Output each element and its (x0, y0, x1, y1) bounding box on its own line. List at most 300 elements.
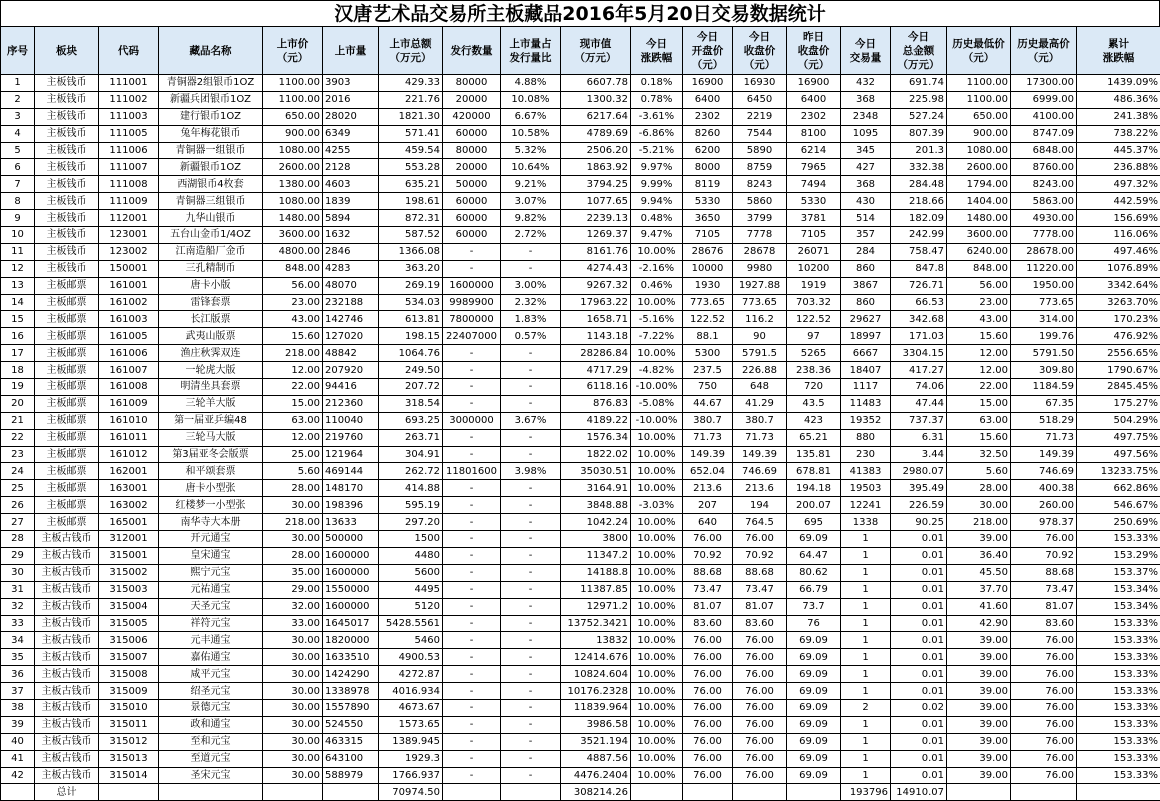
cell-prev-close: 97 (787, 328, 841, 345)
cell-today-change: 10.00% (631, 699, 683, 716)
cell-market-value: 1269.37 (561, 227, 631, 244)
cell-today-change: -5.21% (631, 142, 683, 159)
cell-listing-total: 635.21 (379, 176, 443, 193)
table-row (1, 581, 1160, 598)
total-empty-cell (683, 784, 733, 801)
cell-amount: 225.98 (891, 91, 947, 108)
cell-board: 主板钱币 (35, 108, 99, 125)
cell-code: 315008 (99, 666, 159, 683)
cell-close-price: 648 (733, 379, 787, 396)
cell-today-change: 10.00% (631, 345, 683, 362)
cell-listing-total: 693.25 (379, 412, 443, 429)
cell-amount: 0.01 (891, 750, 947, 767)
cell-code: 163001 (99, 480, 159, 497)
cell-hist-high: 6999.00 (1011, 91, 1077, 108)
cell-open-price: 88.1 (683, 328, 733, 345)
table-row (1, 412, 1160, 429)
header-cumulative-change: 累计 涨跌幅 (1077, 27, 1160, 75)
cell-cumulative-change: 116.06% (1077, 227, 1160, 244)
cell-hist-low: 32.50 (947, 446, 1011, 463)
cell-listing-qty: 121964 (323, 446, 379, 463)
cell-cumulative-change: 153.33% (1077, 750, 1160, 767)
cell-listing-price: 900.00 (263, 125, 323, 142)
cell-board: 主板钱币 (35, 159, 99, 176)
cell-cumulative-change: 153.33% (1077, 649, 1160, 666)
cell-hist-high: 8747.09 (1011, 125, 1077, 142)
header-prev-close: 昨日 收盘价 （元） (787, 27, 841, 75)
cell-listing-total: 221.76 (379, 91, 443, 108)
cell-index: 22 (1, 429, 35, 446)
cell-today-change: 10.00% (631, 581, 683, 598)
sheet-title: 汉唐艺术品交易所主板藏品2016年5月20日交易数据统计 (0, 0, 1160, 26)
cell-listing-qty: 643100 (323, 750, 379, 767)
cell-volume: 1 (841, 598, 891, 615)
cell-today-change: -5.16% (631, 311, 683, 328)
cell-market-value: 13752.3421 (561, 615, 631, 632)
cell-close-price: 116.2 (733, 311, 787, 328)
cell-cumulative-change: 1076.89% (1077, 260, 1160, 277)
cell-listing-ratio: - (501, 581, 561, 598)
cell-open-price: 76.00 (683, 750, 733, 767)
cell-today-change: -3.03% (631, 497, 683, 514)
cell-amount: 0.01 (891, 716, 947, 733)
header-hist-high: 历史最高价 （元） (1011, 27, 1077, 75)
cell-item-name: 唐卡小版 (159, 277, 263, 294)
cell-cumulative-change: 1790.67% (1077, 362, 1160, 379)
cell-cumulative-change: 153.33% (1077, 666, 1160, 683)
table-row (1, 649, 1160, 666)
cell-board: 主板钱币 (35, 243, 99, 260)
cell-board: 主板邮票 (35, 463, 99, 480)
cell-code: 315004 (99, 598, 159, 615)
cell-today-change: 9.97% (631, 159, 683, 176)
cell-cumulative-change: 153.33% (1077, 733, 1160, 750)
cell-listing-price: 2600.00 (263, 159, 323, 176)
cell-index: 7 (1, 176, 35, 193)
cell-code: 315005 (99, 615, 159, 632)
cell-listing-ratio: 3.07% (501, 193, 561, 210)
cell-close-price: 7778 (733, 227, 787, 244)
cell-amount: 417.27 (891, 362, 947, 379)
cell-listing-total: 5120 (379, 598, 443, 615)
cell-listing-total: 595.19 (379, 497, 443, 514)
table-row (1, 210, 1160, 227)
cell-index: 39 (1, 716, 35, 733)
cell-volume: 860 (841, 260, 891, 277)
cell-item-name: 景德元宝 (159, 699, 263, 716)
cell-close-price: 773.65 (733, 294, 787, 311)
cell-cumulative-change: 476.92% (1077, 328, 1160, 345)
cell-board: 主板邮票 (35, 412, 99, 429)
cell-market-value: 14188.8 (561, 564, 631, 581)
cell-code: 111001 (99, 75, 159, 92)
cell-open-price: 83.60 (683, 615, 733, 632)
cell-item-name: 嘉佑通宝 (159, 649, 263, 666)
cell-market-value: 4789.69 (561, 125, 631, 142)
cell-hist-high: 17300.00 (1011, 75, 1077, 92)
table-row (1, 277, 1160, 294)
cell-listing-qty: 3903 (323, 75, 379, 92)
cell-prev-close: 69.09 (787, 649, 841, 666)
cell-amount: 395.49 (891, 480, 947, 497)
cell-listing-price: 35.00 (263, 564, 323, 581)
cell-code: 161002 (99, 294, 159, 311)
cell-prev-close: 16900 (787, 75, 841, 92)
cell-listing-qty: 1820000 (323, 632, 379, 649)
header-today-change: 今日 涨跌幅 (631, 27, 683, 75)
table-row (1, 480, 1160, 497)
cell-hist-low: 39.00 (947, 733, 1011, 750)
cell-cumulative-change: 497.75% (1077, 429, 1160, 446)
cell-code: 150001 (99, 260, 159, 277)
cell-market-value: 6217.64 (561, 108, 631, 125)
total-empty-cell (787, 784, 841, 801)
cell-listing-ratio: 1.83% (501, 311, 561, 328)
header-listing-ratio: 上市量占 发行量比 (501, 27, 561, 75)
total-empty-cell (263, 784, 323, 801)
cell-code: 315013 (99, 750, 159, 767)
cell-cumulative-change: 250.69% (1077, 514, 1160, 531)
cell-item-name: 江南造船厂金币 (159, 243, 263, 260)
cell-board: 主板古钱币 (35, 531, 99, 548)
cell-code: 315003 (99, 581, 159, 598)
table-row (1, 227, 1160, 244)
cell-amount: 0.01 (891, 531, 947, 548)
cell-listing-price: 848.00 (263, 260, 323, 277)
cell-cumulative-change: 153.29% (1077, 547, 1160, 564)
cell-open-price: 88.68 (683, 564, 733, 581)
cell-market-value: 1077.65 (561, 193, 631, 210)
cell-today-change: 9.47% (631, 227, 683, 244)
cell-open-price: 149.39 (683, 446, 733, 463)
table-row (1, 294, 1160, 311)
cell-open-price: 213.6 (683, 480, 733, 497)
cell-board: 主板古钱币 (35, 767, 99, 784)
cell-hist-low: 15.60 (947, 328, 1011, 345)
cell-listing-qty: 2016 (323, 91, 379, 108)
cell-listing-qty: 142746 (323, 311, 379, 328)
cell-close-price: 2219 (733, 108, 787, 125)
cell-close-price: 76.00 (733, 683, 787, 700)
cell-code: 165001 (99, 514, 159, 531)
cell-hist-low: 6240.00 (947, 243, 1011, 260)
cell-cumulative-change: 497.56% (1077, 446, 1160, 463)
cell-index: 17 (1, 345, 35, 362)
cell-amount: 737.37 (891, 412, 947, 429)
cell-prev-close: 695 (787, 514, 841, 531)
cell-volume: 1 (841, 716, 891, 733)
cell-cumulative-change: 153.33% (1077, 683, 1160, 700)
cell-hist-low: 22.00 (947, 379, 1011, 396)
cell-open-price: 10000 (683, 260, 733, 277)
cell-issue-qty: 420000 (443, 108, 501, 125)
cell-listing-qty: 1839 (323, 193, 379, 210)
cell-listing-price: 3600.00 (263, 227, 323, 244)
cell-open-price: 5300 (683, 345, 733, 362)
cell-today-change: -10.00% (631, 379, 683, 396)
cell-board: 主板邮票 (35, 395, 99, 412)
cell-listing-ratio: 2.32% (501, 294, 561, 311)
cell-hist-low: 45.50 (947, 564, 1011, 581)
cell-open-price: 380.7 (683, 412, 733, 429)
cell-cumulative-change: 497.46% (1077, 243, 1160, 260)
cell-cumulative-change: 662.86% (1077, 480, 1160, 497)
cell-listing-qty: 13633 (323, 514, 379, 531)
cell-market-value: 2239.13 (561, 210, 631, 227)
table-row (1, 531, 1160, 548)
cell-listing-price: 56.00 (263, 277, 323, 294)
cell-cumulative-change: 3263.70% (1077, 294, 1160, 311)
cell-code: 111006 (99, 142, 159, 159)
cell-close-price: 73.47 (733, 581, 787, 598)
cell-market-value: 1576.34 (561, 429, 631, 446)
cell-issue-qty: - (443, 531, 501, 548)
table-row (1, 463, 1160, 480)
total-empty-cell (947, 784, 1011, 801)
cell-listing-ratio: - (501, 767, 561, 784)
cell-today-change: 10.00% (631, 733, 683, 750)
cell-market-value: 3794.25 (561, 176, 631, 193)
cell-hist-high: 4930.00 (1011, 210, 1077, 227)
header-volume: 今日 交易量 (841, 27, 891, 75)
cell-market-value: 4189.22 (561, 412, 631, 429)
header-code: 代码 (99, 27, 159, 75)
table-row (1, 379, 1160, 396)
cell-hist-low: 42.90 (947, 615, 1011, 632)
cell-close-price: 149.39 (733, 446, 787, 463)
cell-listing-total: 1929.3 (379, 750, 443, 767)
cell-issue-qty: - (443, 632, 501, 649)
cell-issue-qty: - (443, 362, 501, 379)
total-empty-cell (159, 784, 263, 801)
cell-issue-qty: - (443, 480, 501, 497)
cell-listing-ratio: 0.57% (501, 328, 561, 345)
cell-volume: 1 (841, 547, 891, 564)
cell-volume: 19352 (841, 412, 891, 429)
header-hist-low: 历史最低价 （元） (947, 27, 1011, 75)
cell-volume: 41383 (841, 463, 891, 480)
cell-hist-high: 67.35 (1011, 395, 1077, 412)
cell-code: 111008 (99, 176, 159, 193)
cell-open-price: 8260 (683, 125, 733, 142)
cell-hist-low: 39.00 (947, 699, 1011, 716)
cell-prev-close: 69.09 (787, 683, 841, 700)
cell-hist-high: 746.69 (1011, 463, 1077, 480)
cell-listing-qty: 1632 (323, 227, 379, 244)
cell-volume: 1 (841, 750, 891, 767)
cell-today-change: 10.00% (631, 531, 683, 548)
cell-code: 161007 (99, 362, 159, 379)
cell-open-price: 8119 (683, 176, 733, 193)
cell-cumulative-change: 156.69% (1077, 210, 1160, 227)
cell-listing-qty: 500000 (323, 531, 379, 548)
cell-code: 161001 (99, 277, 159, 294)
cell-board: 主板钱币 (35, 227, 99, 244)
cell-board: 主板古钱币 (35, 598, 99, 615)
cell-amount: 218.66 (891, 193, 947, 210)
cell-volume: 860 (841, 294, 891, 311)
cell-close-price: 16930 (733, 75, 787, 92)
table-row (1, 260, 1160, 277)
cell-close-price: 764.5 (733, 514, 787, 531)
cell-index: 18 (1, 362, 35, 379)
cell-listing-total: 1821.30 (379, 108, 443, 125)
cell-volume: 3867 (841, 277, 891, 294)
cell-amount: 758.47 (891, 243, 947, 260)
cell-listing-ratio: - (501, 750, 561, 767)
cell-hist-high: 76.00 (1011, 733, 1077, 750)
cell-hist-high: 76.00 (1011, 666, 1077, 683)
cell-today-change: 10.00% (631, 632, 683, 649)
cell-code: 312001 (99, 531, 159, 548)
cell-listing-ratio: 2.72% (501, 227, 561, 244)
cell-hist-high: 6848.00 (1011, 142, 1077, 159)
cell-open-price: 76.00 (683, 649, 733, 666)
cell-issue-qty: - (443, 750, 501, 767)
cell-item-name: 政和通宝 (159, 716, 263, 733)
cell-cumulative-change: 236.88% (1077, 159, 1160, 176)
cell-market-value: 3800 (561, 531, 631, 548)
cell-index: 21 (1, 412, 35, 429)
cell-issue-qty: 1600000 (443, 277, 501, 294)
cell-cumulative-change: 2556.65% (1077, 345, 1160, 362)
cell-market-value: 4717.29 (561, 362, 631, 379)
table-row (1, 666, 1160, 683)
cell-hist-low: 39.00 (947, 632, 1011, 649)
cell-board: 主板古钱币 (35, 649, 99, 666)
cell-hist-low: 15.60 (947, 429, 1011, 446)
cell-issue-qty: 20000 (443, 159, 501, 176)
cell-today-change: 10.00% (631, 429, 683, 446)
cell-hist-low: 39.00 (947, 649, 1011, 666)
cell-listing-qty: 2846 (323, 243, 379, 260)
cell-listing-total: 249.50 (379, 362, 443, 379)
cell-issue-qty: - (443, 767, 501, 784)
cell-today-change: -6.86% (631, 125, 683, 142)
cell-listing-ratio: - (501, 480, 561, 497)
cell-board: 主板邮票 (35, 328, 99, 345)
cell-volume: 432 (841, 75, 891, 92)
cell-code: 111005 (99, 125, 159, 142)
total-empty-cell (1, 784, 35, 801)
cell-code: 123001 (99, 227, 159, 244)
header-close-price: 今日 收盘价 （元） (733, 27, 787, 75)
cell-open-price: 750 (683, 379, 733, 396)
header-index: 序号 (1, 27, 35, 75)
cell-listing-ratio: - (501, 531, 561, 548)
cell-item-name: 九华山银币 (159, 210, 263, 227)
cell-index: 31 (1, 581, 35, 598)
cell-item-name: 唐卡小型张 (159, 480, 263, 497)
cell-listing-ratio: 4.88% (501, 75, 561, 92)
cell-volume: 1 (841, 564, 891, 581)
cell-index: 23 (1, 446, 35, 463)
cell-hist-high: 71.73 (1011, 429, 1077, 446)
cell-code: 163002 (99, 497, 159, 514)
cell-close-price: 76.00 (733, 699, 787, 716)
cell-index: 29 (1, 547, 35, 564)
cell-hist-high: 5863.00 (1011, 193, 1077, 210)
cell-index: 4 (1, 125, 35, 142)
cell-listing-qty: 212360 (323, 395, 379, 412)
cell-close-price: 226.88 (733, 362, 787, 379)
cell-listing-ratio: - (501, 598, 561, 615)
cell-index: 42 (1, 767, 35, 784)
cell-board: 主板邮票 (35, 311, 99, 328)
cell-close-price: 1927.88 (733, 277, 787, 294)
cell-listing-price: 22.00 (263, 379, 323, 396)
cell-listing-ratio: - (501, 615, 561, 632)
cell-listing-total: 5428.5561 (379, 615, 443, 632)
cell-code: 315006 (99, 632, 159, 649)
cell-listing-total: 263.71 (379, 429, 443, 446)
cell-amount: 66.53 (891, 294, 947, 311)
cell-listing-price: 12.00 (263, 429, 323, 446)
cell-volume: 1095 (841, 125, 891, 142)
cell-listing-qty: 110040 (323, 412, 379, 429)
cell-index: 28 (1, 531, 35, 548)
cell-listing-qty: 524550 (323, 716, 379, 733)
cell-volume: 6667 (841, 345, 891, 362)
cell-market-value: 1300.32 (561, 91, 631, 108)
cell-index: 3 (1, 108, 35, 125)
table-row (1, 176, 1160, 193)
cell-open-price: 7105 (683, 227, 733, 244)
cell-listing-price: 1100.00 (263, 75, 323, 92)
cell-index: 27 (1, 514, 35, 531)
cell-hist-low: 23.00 (947, 294, 1011, 311)
cell-board: 主板邮票 (35, 480, 99, 497)
cell-listing-qty: 219760 (323, 429, 379, 446)
cell-amount: 0.01 (891, 767, 947, 784)
cell-hist-low: 39.00 (947, 531, 1011, 548)
cell-volume: 18997 (841, 328, 891, 345)
header-issue-qty: 发行数量 (443, 27, 501, 75)
cell-hist-high: 76.00 (1011, 750, 1077, 767)
cell-today-change: 10.00% (631, 750, 683, 767)
cell-hist-low: 39.00 (947, 716, 1011, 733)
cell-hist-high: 978.37 (1011, 514, 1077, 531)
cell-item-name: 皇宋通宝 (159, 547, 263, 564)
cell-hist-high: 73.47 (1011, 581, 1077, 598)
cell-issue-qty: 60000 (443, 227, 501, 244)
cell-prev-close: 69.09 (787, 632, 841, 649)
cell-listing-qty: 2128 (323, 159, 379, 176)
cell-today-change: 10.00% (631, 683, 683, 700)
cell-hist-high: 518.29 (1011, 412, 1077, 429)
cell-today-change: -2.16% (631, 260, 683, 277)
cell-board: 主板邮票 (35, 277, 99, 294)
cell-listing-price: 1080.00 (263, 142, 323, 159)
cell-prev-close: 69.09 (787, 699, 841, 716)
table-row (1, 733, 1160, 750)
cell-listing-qty: 1600000 (323, 547, 379, 564)
cell-board: 主板钱币 (35, 193, 99, 210)
cell-listing-total: 553.28 (379, 159, 443, 176)
cell-item-name: 至道元宝 (159, 750, 263, 767)
table-row (1, 750, 1160, 767)
cell-item-name: 第一届亚乒编48 (159, 412, 263, 429)
cell-listing-total: 4016.934 (379, 683, 443, 700)
cell-code: 315010 (99, 699, 159, 716)
cell-listing-ratio: - (501, 666, 561, 683)
cell-today-change: 0.46% (631, 277, 683, 294)
cell-close-price: 8243 (733, 176, 787, 193)
cell-hist-high: 88.68 (1011, 564, 1077, 581)
total-empty-cell (99, 784, 159, 801)
table-row (1, 362, 1160, 379)
cell-cumulative-change: 1439.09% (1077, 75, 1160, 92)
